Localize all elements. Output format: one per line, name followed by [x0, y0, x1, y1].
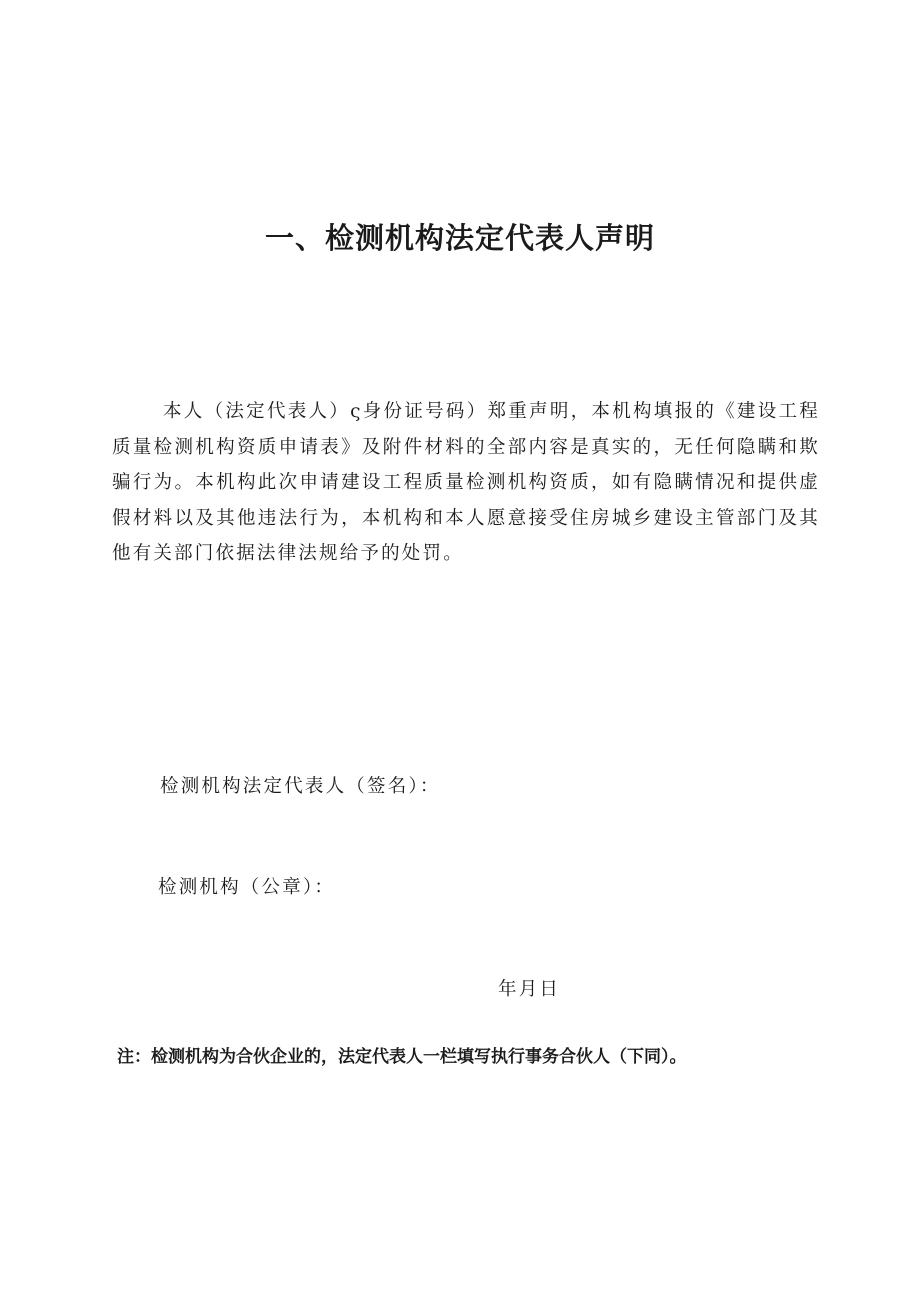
legal-representative-signature-label: 检测机构法定代表人（签名）：	[160, 776, 441, 797]
page-title: 一、检测机构法定代表人声明	[264, 221, 655, 255]
organization-seal-label: 检测机构（公章）：	[158, 877, 336, 898]
date-label: 年月日	[498, 979, 561, 1000]
footnote: 注：检测机构为合伙企业的，法定代表人一栏填写执行事务合伙人（下同）。	[117, 1047, 687, 1067]
declaration-paragraph: 本人（法定代表人）ς身份证号码）郑重声明，本机构填报的《建设工程质量检测机构资质申请表》及附件材料的全部内容是真实的，无任何隐瞒和欺骗行为。本机构此次申请建设工程质量检测机构资质，如有隐瞒情况和提供虚假材料以及其他违法行为，本机构和本人愿意接受住房城乡建设主管部门及其他有关部门依据法律法规给予的处罚。	[112, 401, 820, 564]
